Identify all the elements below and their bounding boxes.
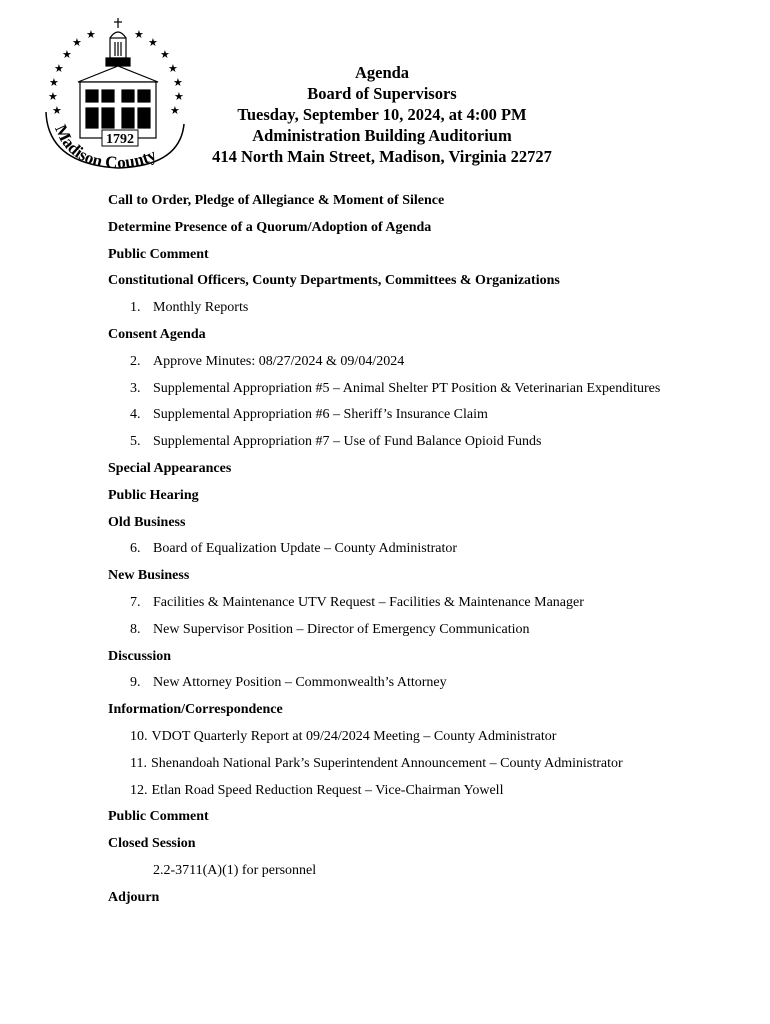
item-number: 7. <box>130 594 141 610</box>
agenda-item <box>108 349 748 376</box>
svg-text:★: ★ <box>148 37 158 49</box>
section-public-comment: Public Comment <box>108 246 209 262</box>
item-text: New Supervisor Position – Director of Emergency Communication <box>153 621 530 637</box>
madison-county-seal <box>40 16 190 176</box>
agenda-item <box>108 670 748 697</box>
section-constitutional-officers: Constitutional Officers, County Departments, Committees & Organizations <box>108 273 560 289</box>
svg-text:★: ★ <box>173 77 183 89</box>
section-discussion: Discussion <box>108 648 172 664</box>
closed-session-detail: 2.2-3711(A)(1) for personnel <box>153 862 317 878</box>
item-number: 2. <box>130 353 141 369</box>
agenda-item <box>108 536 748 563</box>
item-text: Shenandoah National Park’s Superintendent Announcement – County Administrator <box>150 755 623 771</box>
agenda-item <box>108 429 748 456</box>
item-number: 4. <box>130 407 141 423</box>
item-number: 5. <box>130 434 141 450</box>
item-number: 6. <box>130 541 141 557</box>
board-name: Board of Supervisors <box>307 84 457 103</box>
item-number: 9. <box>130 675 141 691</box>
svg-text:★: ★ <box>174 91 184 103</box>
item-text: Supplemental Appropriation #5 – Animal Shelter PT Position & Veterinarian Expenditures <box>153 380 661 396</box>
agenda-item <box>108 376 748 403</box>
section-consent-agenda: Consent Agenda <box>108 326 206 342</box>
svg-text:★: ★ <box>62 49 72 61</box>
agenda-item <box>108 295 748 322</box>
agenda-item <box>108 590 748 617</box>
meeting-address: 414 North Main Street, Madison, Virginia 22727 <box>212 147 552 166</box>
item-number: 8. <box>130 621 141 637</box>
agenda-item <box>108 617 748 644</box>
item-number: 1. <box>130 300 141 316</box>
svg-text:★: ★ <box>86 29 96 41</box>
section-quorum: Determine Presence of a Quorum/Adoption of Agenda <box>108 219 432 235</box>
item-text: Monthly Reports <box>153 300 249 316</box>
item-text: Etlan Road Speed Reduction Request – Vice-Chairman Yowell <box>151 782 504 798</box>
item-text: New Attorney Position – Commonwealth’s Attorney <box>153 675 447 691</box>
svg-text:★: ★ <box>72 37 82 49</box>
item-number: 3. <box>130 380 141 396</box>
item-number: 12. <box>130 782 148 798</box>
agenda-list <box>108 188 748 912</box>
item-text: Supplemental Appropriation #6 – Sheriff’s Insurance Claim <box>153 407 488 423</box>
meeting-venue: Administration Building Auditorium <box>252 126 512 145</box>
agenda-item <box>108 402 748 429</box>
item-text: Supplemental Appropriation #7 – Use of Fund Balance Opioid Funds <box>153 434 542 450</box>
agenda-item <box>108 778 748 805</box>
meeting-datetime: Tuesday, September 10, 2024, at 4:00 PM <box>237 105 527 124</box>
section-closed-session: Closed Session <box>108 836 196 852</box>
section-call-to-order: Call to Order, Pledge of Allegiance & Moment of Silence <box>108 193 445 208</box>
svg-text:★: ★ <box>54 63 64 75</box>
svg-text:★: ★ <box>168 63 178 75</box>
seal-county-name: Madison County <box>51 121 160 173</box>
item-number: 11. <box>130 755 147 771</box>
agenda-item <box>108 751 748 778</box>
item-text: VDOT Quarterly Report at 09/24/2024 Meeting – County Administrator <box>151 728 557 744</box>
section-new-business: New Business <box>108 568 190 584</box>
item-text: Board of Equalization Update – County Administrator <box>153 541 458 557</box>
svg-text:★: ★ <box>160 49 170 61</box>
item-number: 10. <box>130 728 148 744</box>
section-public-hearing: Public Hearing <box>108 487 199 503</box>
section-old-business: Old Business <box>108 514 186 530</box>
svg-text:★: ★ <box>52 105 62 117</box>
section-public-comment-2: Public Comment <box>108 809 209 825</box>
item-text: Approve Minutes: 08/27/2024 & 09/04/2024 <box>153 353 405 369</box>
agenda-title: Agenda <box>354 63 410 82</box>
section-adjourn: Adjourn <box>108 889 160 905</box>
svg-text:★: ★ <box>170 105 180 117</box>
svg-text:★: ★ <box>48 91 58 103</box>
section-special-appearances: Special Appearances <box>108 460 232 476</box>
document-header <box>190 62 574 167</box>
section-information-correspondence: Information/Correspondence <box>108 702 283 718</box>
svg-text:★: ★ <box>49 77 59 89</box>
seal-year: 1792 <box>106 132 134 147</box>
agenda-item <box>108 724 748 751</box>
item-text: Facilities & Maintenance UTV Request – Facilities & Maintenance Manager <box>153 594 584 610</box>
svg-text:★: ★ <box>134 29 144 41</box>
